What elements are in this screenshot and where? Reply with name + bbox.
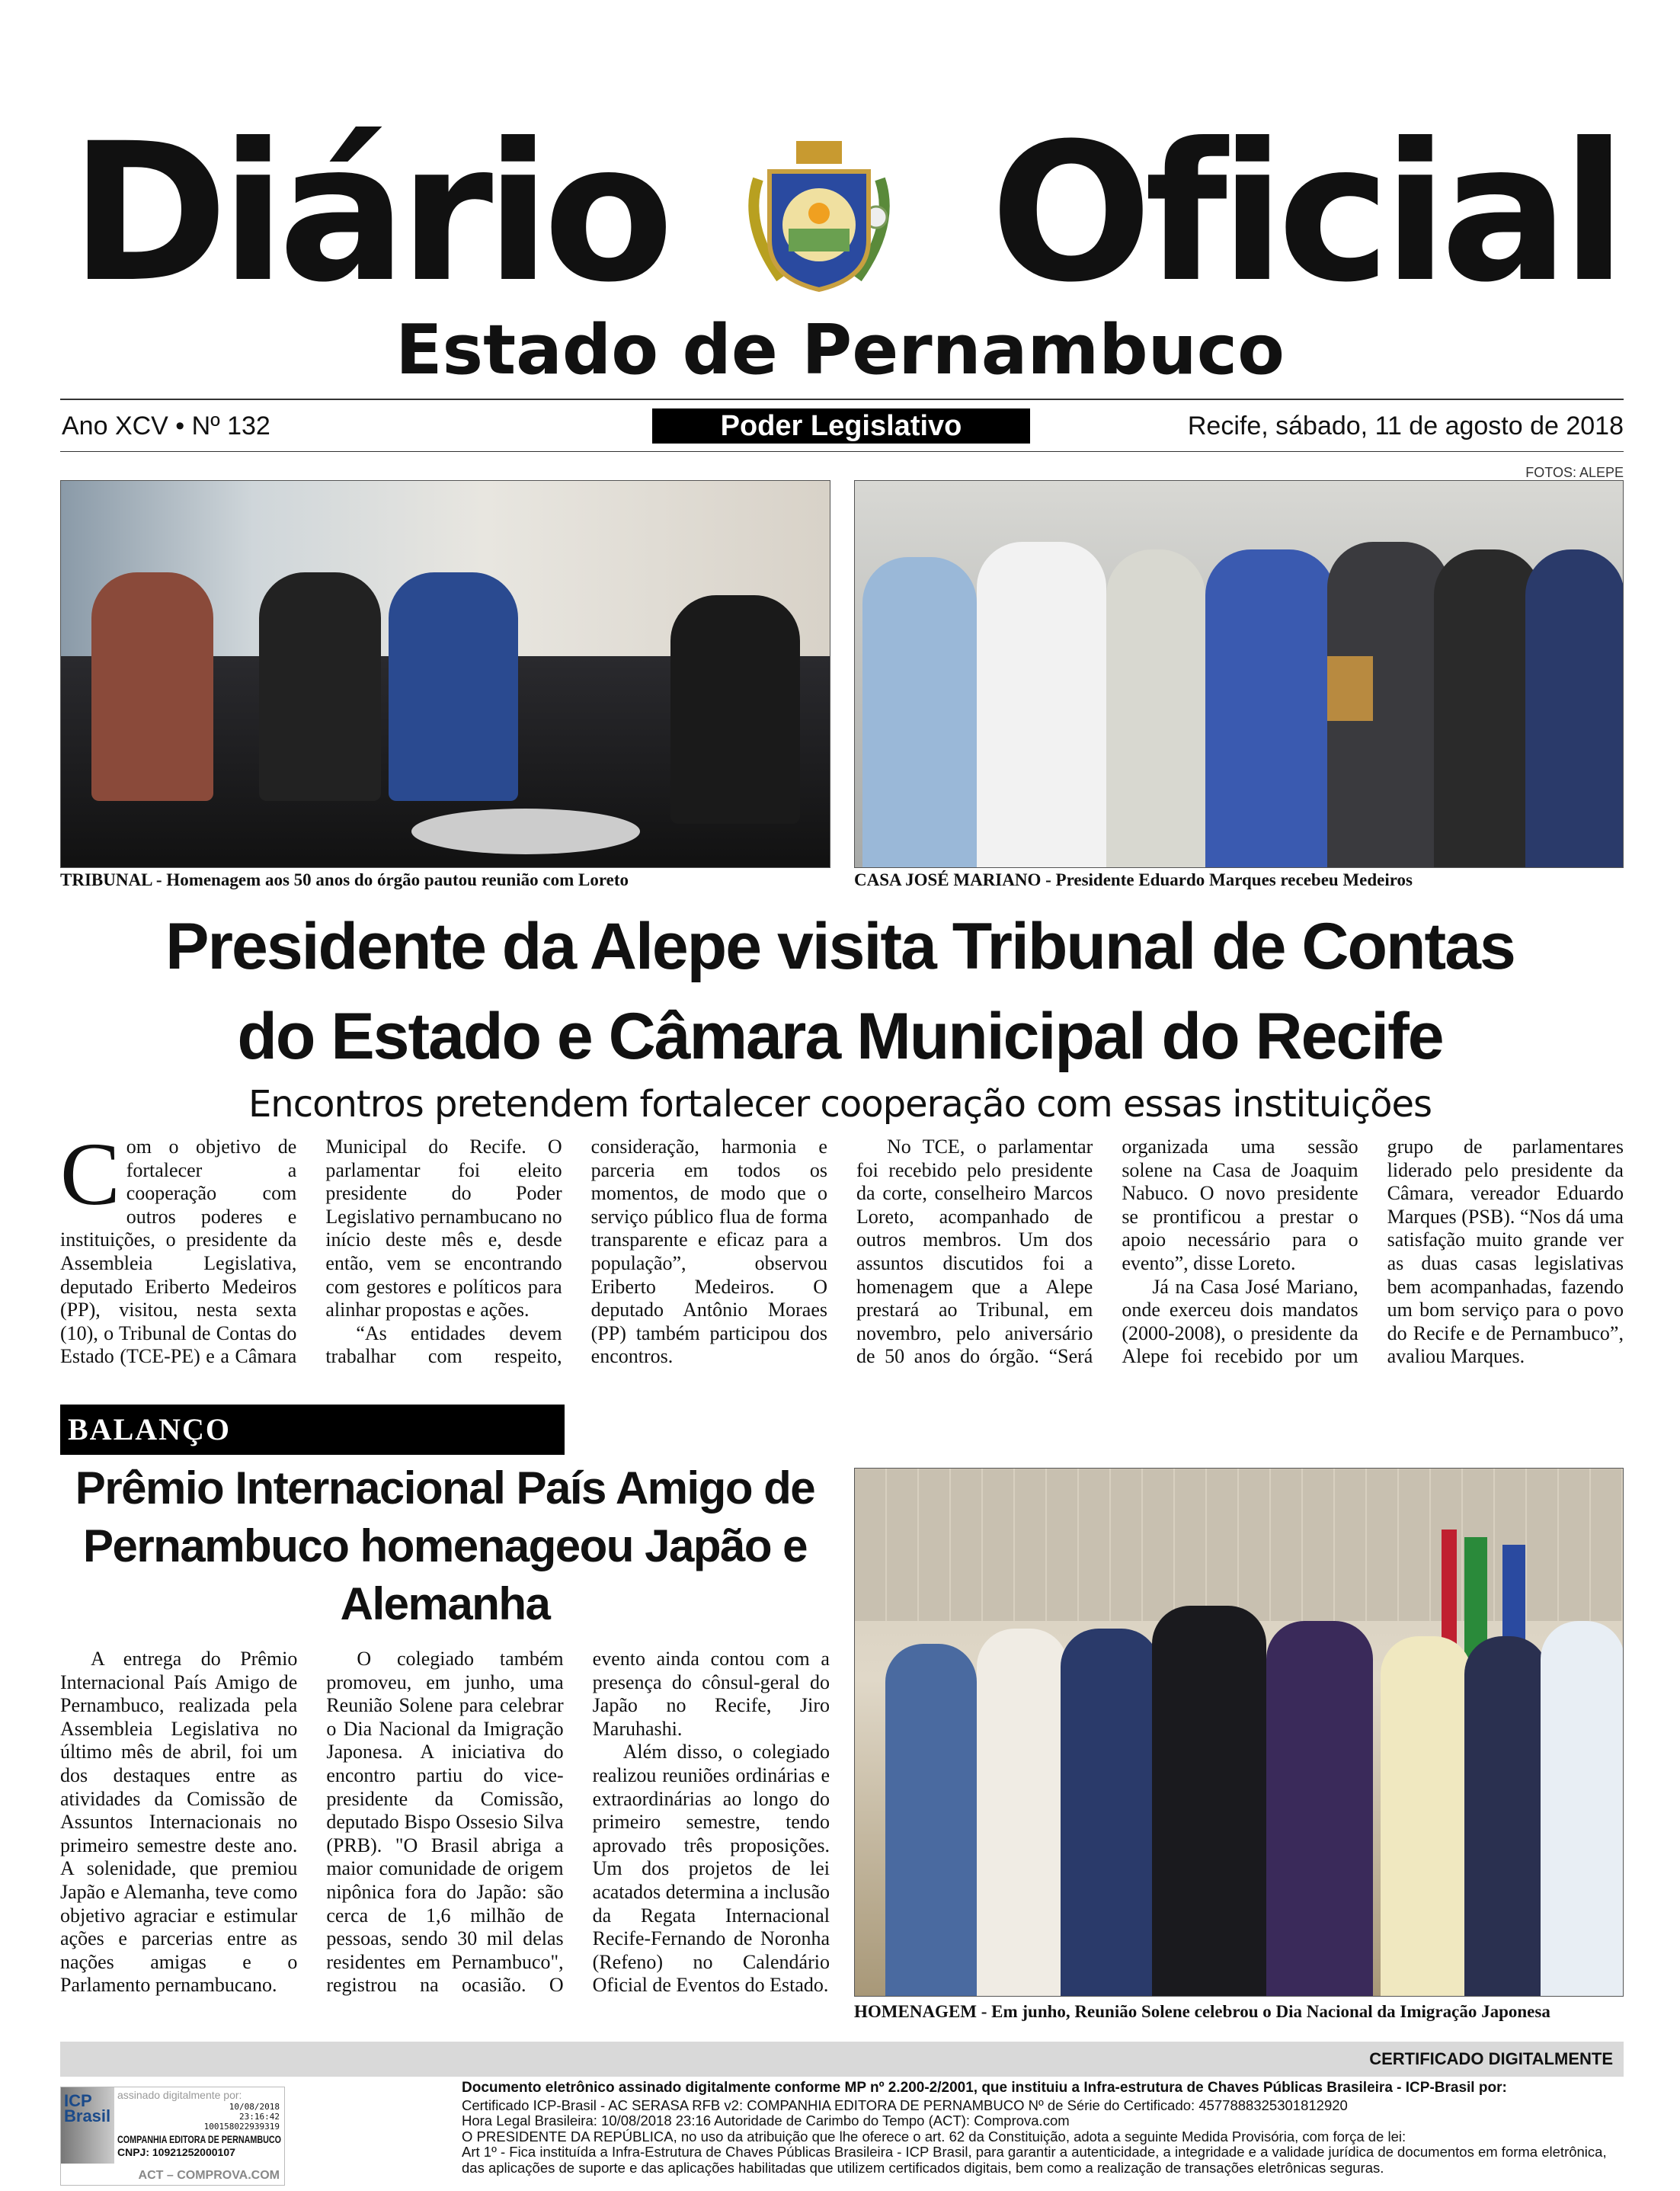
state-coat-of-arms-icon	[735, 133, 903, 297]
act-label: ACT – COMPROVA.COM	[138, 2169, 280, 2182]
lead-headline-line: Presidente da Alepe visita Tribunal de Contas	[165, 910, 1515, 983]
legal-line: Hora Legal Brasileira: 10/08/2018 23:16 Autoridade de Carimbo do Tempo (ACT): Comprova.com	[462, 2113, 1070, 2129]
legal-line: Documento eletrônico assinado digitalmente conforme MP nº 2.200-2/2001, que instituiu a Infra-estrutura de Chaves Públicas Brasileira - ICP-Brasil por:	[462, 2080, 1507, 2096]
issue-date: Recife, sábado, 11 de agosto de 2018	[1187, 412, 1624, 440]
masthead-word-diario: Diário	[70, 102, 667, 324]
second-headline: Prêmio Internacional País Amigo de Pernambuco homenageou Japão e Alemanha	[75, 1462, 815, 1629]
article-paragraph: A entrega do Prêmio Internacional País Amigo de Pernambuco, realizada pela Assembleia Legislativa no último mês de abril, foi um dos destaques entre as atividades da Comissão de Assuntos Internacionais no primeiro semestre deste ano. A solenidade, que premiou Japão e Alemanha, teve como objetivo agraciar e estimular ações e parcerias entre as nações amigas e o Parlamento pernambucano.	[60, 1648, 298, 1997]
legal-line: das aplicações de suporte e das aplicações habilitadas que utilizem certificados digitais, bem como a realização de transações eletrônicas seguras.	[462, 2159, 1384, 2176]
photo-caption: TRIBUNAL - Homenagem aos 50 anos do órgão pautou reunião com Loreto	[60, 870, 629, 889]
masthead-word-oficial: Oficial	[990, 102, 1619, 324]
legal-line: Certificado ICP-Brasil - AC SERASA RFB v2: COMPANHIA EDITORA DE PERNAMBUCO Nº de Série do Certificado: 4577888325301812920	[462, 2097, 1348, 2113]
article-paragraph: Além disso, o colegiado realizou reuniões ordinárias e extraordinárias ao longo do primeiro semestre, tendo aprovado três proposições. Um dos projetos de lei acatados determina a inclusão da Regata Internacional Recife-Fernando de Noronha (Refeno) no Calendário Oficial de Eventos do Estado.	[592, 1741, 830, 1997]
signer-company: COMPANHIA EDITORA DE PERNAMBUCO	[117, 2133, 281, 2145]
lead-headline	[46, 902, 1634, 1081]
photo-caption: CASA JOSÉ MARIANO - Presidente Eduardo Marques recebeu Medeiros	[854, 870, 1413, 889]
divider	[60, 399, 1624, 400]
signature-timestamp: 10/08/2018 23:16:42 100158022939319	[203, 2102, 280, 2132]
info-row	[60, 408, 1624, 447]
second-article-body	[60, 1648, 830, 1997]
signer-cnpj: CNPJ: 10921252000107	[117, 2146, 235, 2158]
photo-homenagem	[854, 1468, 1624, 1997]
legal-notice	[462, 2080, 1627, 2176]
legal-line: Art 1º - Fica instituída a Infra-Estrutura de Chaves Públicas Brasileira - ICP Brasil, para garantir a autenticidade, a integridade e a validade jurídica de documentos em forma eletrônica,	[462, 2144, 1607, 2160]
lead-deck: Encontros pretendem fortalecer cooperação com essas instituições	[248, 1083, 1432, 1126]
certification-band: CERTIFICADO DIGITALMENTE	[60, 2042, 1624, 2077]
drop-cap: C	[60, 1124, 120, 1224]
section-tag: BALANÇO	[60, 1405, 565, 1455]
lead-article-body	[60, 1124, 1624, 1369]
photo-caption: HOMENAGEM - Em junho, Reunião Solene celebrou o Dia Nacional da Imigração Japonesa	[854, 2002, 1550, 2021]
article-paragraph: om o objetivo de fortalecer a cooperação com outros poderes e instituições, o presidente da Assembleia Legislativa, deputado Eriberto Medeiros (PP), visitou, nesta sexta (10), o Tribunal de Contas do Estado (TCE-PE) e a Câmara Municipal do Recife. O parlamentar foi eleito presidente do Poder Legislativo pernambucano no início deste mês e, desde então, vem se encontrando com gestores e políticos para alinhar propostas e ações.	[60, 1136, 562, 1368]
masthead-subtitle: Estado de Pernambuco	[395, 310, 1285, 390]
photo-tribunal	[60, 480, 830, 868]
article-paragraph: No TCE, o parlamentar foi recebido pelo presidente da corte, conselheiro Marcos Loreto, acompanhado de outros membros. Um dos assuntos discutidos foi a homenagem que a Alepe prestará ao Tribunal, em novembro, pelo aniversário de 50 anos do órgão. “Será organizada uma sessão solene na Casa de Joaquim Nabuco. O novo presidente se prontificou a prestar o apoio necessário para o evento”, disse Loreto.	[856, 1136, 1358, 1368]
article-paragraph: O colegiado também promoveu, em junho, uma Reunião Solene para celebrar o Dia Nacional da Imigração Japonesa. A iniciativa do encontro partiu do vice-presidente da Comissão, deputado Bispo Ossesio Silva (PRB). "O Brasil abriga a maior comunidade de origem nipônica fora do Japão: são cerca de 1,6 milhão de pessoas, sendo 30 mil delas residentes em Pernambuco", registrou na ocasião. O evento ainda contou com a presença do cônsul-geral do Japão no Recife, Jiro Maruhashi.	[326, 1648, 830, 1997]
icp-brasil-logo: ICP Brasil	[61, 2087, 114, 2164]
legal-line: O PRESIDENTE DA REPÚBLICA, no uso da atribuição que lhe oferece o art. 62 da Constituição, adota a seguinte Medida Provisória, com força de lei:	[462, 2128, 1406, 2145]
divider	[60, 451, 1624, 452]
edition-number: Ano XCV • Nº 132	[62, 412, 270, 440]
photo-credit: FOTOS: ALEPE	[1525, 465, 1624, 480]
article-paragraph: “As entidades devem trabalhar com respeito, consideração, harmonia e parceria em todos os momentos, de modo que o serviço público flua de forma transparente e eficaz para a população”, observou Eriberto Medeiros. O deputado Antônio Moraes (PP) também participou dos encontros.	[325, 1136, 827, 1368]
signer	[117, 2133, 331, 2159]
section-label: Poder Legislativo	[652, 408, 1030, 444]
photo-casa-jose-mariano	[854, 480, 1624, 868]
article-paragraph: Já na Casa José Mariano, onde exerceu dois mandatos (2000-2008), o presidente da Alepe foi recebido por um grupo de parlamentares liderado pelo presidente da Câmara, vereador Eduardo Marques (PSB). “Nos dá uma satisfação muito grande ver as duas casas legislativas bem acompanhadas, fazendo um bom serviço para o povo do Recife e de Pernambuco”, avaliou Marques.	[1122, 1136, 1624, 1368]
signed-by-label: assinado digitalmente por:	[117, 2089, 242, 2101]
digital-signature-stamp	[60, 2087, 285, 2186]
lead-headline-line: do Estado e Câmara Municipal do Recife	[237, 1000, 1443, 1073]
